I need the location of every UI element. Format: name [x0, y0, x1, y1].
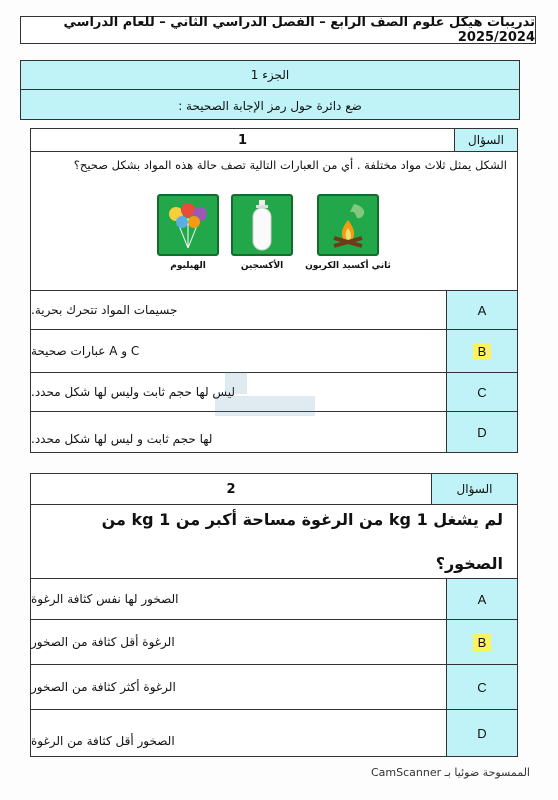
option-letter: A — [446, 579, 517, 619]
oxygen-tank-icon — [242, 199, 282, 251]
option-text: ليس لها حجم ثابت وليس لها شكل محدد. — [31, 385, 236, 399]
part-label: الجزء 1 — [21, 61, 519, 90]
campfire-icon — [324, 200, 372, 250]
option-letter — [446, 620, 517, 664]
image-caption: الأكسجين — [240, 261, 284, 271]
question-1-body — [30, 152, 518, 291]
part-instruction: ضع دائرة حول رمز الإجابة الصحيحة : — [178, 98, 362, 113]
question-number: 2 — [226, 481, 236, 497]
balloons-icon — [164, 200, 212, 250]
option-b[interactable] — [30, 330, 518, 373]
image-caption: الهيليوم — [170, 261, 206, 271]
question-2-body — [30, 505, 518, 579]
option-letter: C — [446, 373, 517, 411]
watermark-logo — [215, 372, 315, 432]
question-2 — [30, 473, 518, 757]
worksheet-title: تدريبات هيكل علوم الصف الرابع – الفصل الدراسي الثاني – للعام الدراسي 2025/2024 — [20, 16, 536, 44]
option-letter: D — [446, 412, 517, 452]
option-a[interactable] — [30, 579, 518, 620]
option-letter: A — [446, 291, 517, 329]
option-letter — [446, 330, 517, 372]
question-label: السؤال — [431, 474, 517, 504]
scanner-footer: CamScanner الممسوحة ضوئيا بـ — [371, 766, 530, 779]
answer-highlight: B — [473, 343, 492, 360]
question-text: الشكل يمثل ثلاث مواد مختلفة . أي من العبارات التالية تصف حالة هذه المواد بشكل صحيح؟ — [73, 158, 507, 172]
part-header — [20, 60, 520, 120]
option-a[interactable] — [30, 291, 518, 330]
co2-image — [305, 194, 391, 271]
materials-images — [31, 194, 517, 271]
option-text: C و A عبارات صحيحة — [31, 344, 140, 358]
option-letter: C — [446, 665, 517, 709]
helium-image — [157, 194, 219, 271]
question-1-header — [30, 128, 518, 152]
option-text: جسيمات المواد تتحرك بحرية. — [31, 303, 178, 317]
answer-highlight: B — [473, 634, 492, 651]
question-text: لم يشغل 1 kg من الرغوة مساحة أكبر من 1 kg من الصخور؟ — [101, 509, 503, 573]
option-text: الرغوة أقل كثافة من الصخور — [31, 635, 175, 649]
option-text: الرغوة أكثر كثافة من الصخور — [31, 680, 176, 694]
option-d[interactable] — [30, 710, 518, 757]
option-text: الصخور لها نفس كثافة الرغوة — [31, 592, 179, 606]
question-number: 1 — [237, 132, 248, 148]
option-text: الصخور أقل كثافة من الرغوة — [31, 734, 175, 748]
option-c[interactable] — [30, 665, 518, 710]
question-label: السؤال — [454, 129, 517, 151]
option-text: لها حجم ثابت و ليس لها شكل محدد. — [31, 432, 213, 446]
option-b[interactable] — [30, 620, 518, 665]
oxygen-image — [231, 194, 293, 271]
option-letter: D — [446, 710, 517, 756]
image-caption: ثاني أكسيد الكربون — [305, 261, 391, 271]
